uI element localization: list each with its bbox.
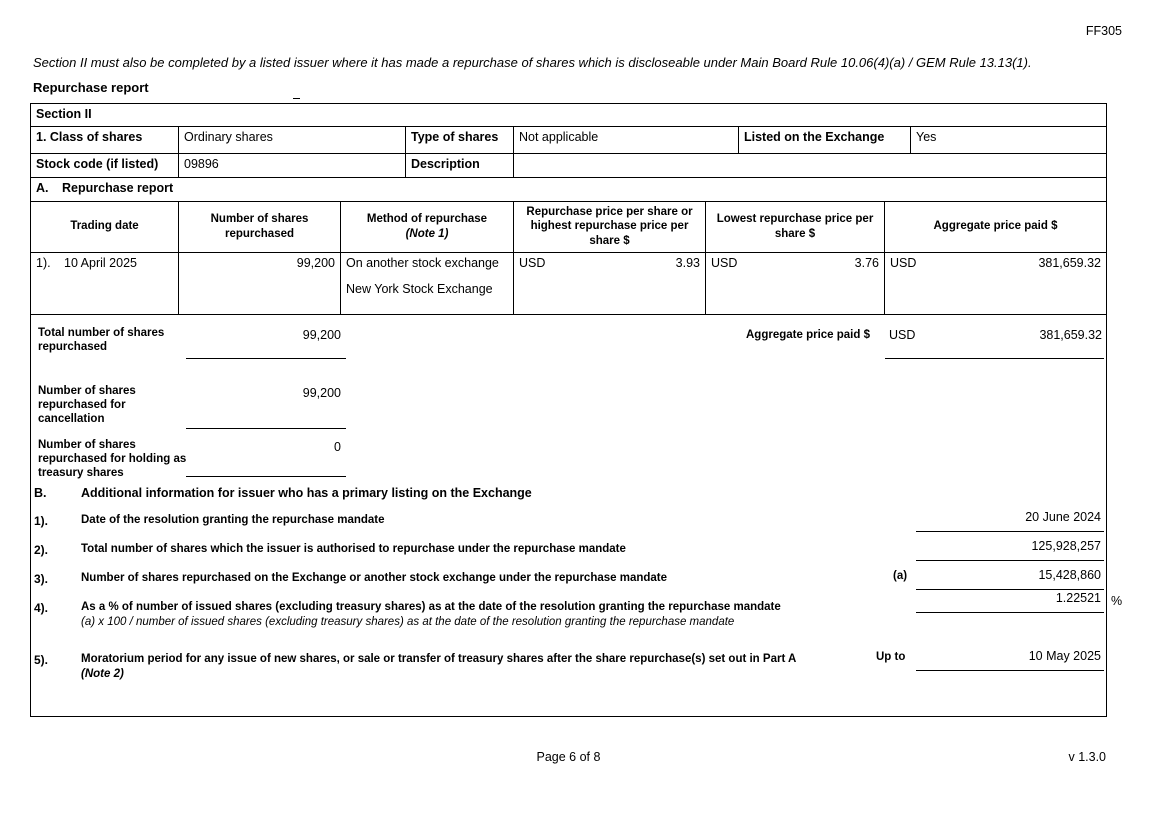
cancellation-label: Number of shares repurchased for cancellation <box>38 384 136 425</box>
description-label: Description <box>406 153 514 177</box>
treasury-value: 0 <box>186 438 346 477</box>
high-price-cell <box>514 252 706 314</box>
listed-on-exchange-value: Yes <box>911 126 1107 153</box>
item-5-text: Moratorium period for any issue of new shares, or sale or transfer of treasury shares after the share repurchase(s) set out in Part A <box>81 652 797 665</box>
class-of-shares-value: Ordinary shares <box>179 126 406 153</box>
type-of-shares-value: Not applicable <box>514 126 739 153</box>
item-5-note: (Note 2) <box>81 667 124 680</box>
class-of-shares-row <box>31 126 1107 153</box>
method-of-repurchase: On another stock exchange <box>346 255 499 270</box>
aggregate-total-amount: 381,659.32 <box>1039 327 1102 342</box>
intro-note: Section II must also be completed by a listed issuer where it has made a repurchase of shares which is discloseable under Main Board Rule 10.06(4)(a) / GEM Rule 13.13(1). <box>33 55 1032 70</box>
method-cell <box>341 252 514 314</box>
item-2-value: 125,928,257 <box>916 539 1104 561</box>
section-b-title: Additional information for issuer who has a primary listing on the Exchange <box>81 485 532 500</box>
section-b-letter: B. <box>34 485 47 500</box>
high-price-value: 3.93 <box>675 255 700 270</box>
item-4-number: 4). <box>34 600 49 615</box>
col-method-label: Method of repurchase <box>366 212 488 225</box>
totals-and-section-b <box>30 314 1123 717</box>
item-2-number: 2). <box>34 542 49 557</box>
col-num-shares: Number of shares repurchased <box>179 201 341 252</box>
section-a-letter: A. <box>36 180 49 195</box>
item-4-formula: (a) x 100 / number of issued shares (excluding treasury shares) as at the date of the resolution granting the repurchase mandate <box>81 615 735 628</box>
trading-date: 10 April 2025 <box>64 255 137 270</box>
description-value <box>514 153 1107 177</box>
total-shares-value: 99,200 <box>186 326 346 359</box>
form-code: FF305 <box>1085 24 1122 38</box>
col-price-high: Repurchase price per share or highest repurchase price per share $ <box>514 201 706 252</box>
item-4-percent-sign: % <box>1111 593 1123 608</box>
stock-code-row <box>31 153 1107 177</box>
item-3-value: 15,428,860 <box>916 568 1104 590</box>
listed-on-exchange-label: Listed on the Exchange <box>739 126 911 153</box>
total-shares-label: Total number of shares repurchased <box>38 326 165 353</box>
aggregate-value: 381,659.32 <box>1038 255 1101 270</box>
section-a-header <box>31 177 1107 201</box>
stock-code-value: 09896 <box>179 153 406 177</box>
col-method <box>341 201 514 252</box>
repurchase-header-row <box>31 201 1107 252</box>
col-trading-date: Trading date <box>31 201 179 252</box>
repurchase-table <box>30 201 1107 315</box>
low-price-value: 3.76 <box>854 255 879 270</box>
stray-mark <box>293 98 300 99</box>
item-4-value: 1.22521 <box>916 591 1104 613</box>
item-3-number: 3). <box>34 571 49 586</box>
type-of-shares-label: Type of shares <box>406 126 514 153</box>
aggregate-total-currency: USD <box>889 327 916 342</box>
page-number: Page 6 of 8 <box>536 750 601 764</box>
item-5-number: 5). <box>34 652 49 667</box>
item-4-text: As a % of number of issued shares (excluding treasury shares) as at the date of the resolution granting the repurchase mandate <box>81 600 781 613</box>
repurchase-data-row <box>31 252 1107 314</box>
aggregate-paid-total-group <box>885 326 1104 359</box>
section-ii-header: Section II <box>31 104 1107 127</box>
num-shares-repurchased: 99,200 <box>179 252 341 314</box>
section-ii-row <box>31 104 1107 127</box>
col-aggregate: Aggregate price paid $ <box>885 201 1107 252</box>
item-5-value: 10 May 2025 <box>916 649 1104 671</box>
low-price-currency: USD <box>711 255 738 270</box>
item-3-prefix: (a) <box>893 569 908 582</box>
report-form <box>30 103 1123 717</box>
item-5-prefix: Up to <box>876 650 906 663</box>
page-title: Repurchase report <box>33 80 149 95</box>
low-price-cell <box>706 252 885 314</box>
item-2-text: Total number of shares which the issuer is authorised to repurchase under the repurchase mandate <box>81 542 626 555</box>
treasury-label: Number of shares repurchased for holding as treasury shares <box>38 438 187 479</box>
info-table <box>30 103 1107 202</box>
aggregate-currency: USD <box>890 255 917 270</box>
item-3-text: Number of shares repurchased on the Exchange or another stock exchange under the repurchase mandate <box>81 571 668 584</box>
trading-date-cell <box>31 252 179 314</box>
aggregate-paid-total-label: Aggregate price paid $ <box>746 328 870 341</box>
stock-code-label: Stock code (if listed) <box>31 153 179 177</box>
section-a-title: Repurchase report <box>62 180 174 195</box>
cancellation-value: 99,200 <box>186 384 346 429</box>
item-1-value: 20 June 2024 <box>916 510 1104 532</box>
class-of-shares-label: 1. Class of shares <box>31 126 179 153</box>
col-price-low: Lowest repurchase price per share $ <box>706 201 885 252</box>
item-1-number: 1). <box>34 513 49 528</box>
high-price-currency: USD <box>519 255 546 270</box>
row-index: 1). <box>36 255 51 270</box>
section-a-row <box>31 177 1107 201</box>
item-1-text: Date of the resolution granting the repurchase mandate <box>81 513 385 526</box>
form-version: v 1.3.0 <box>1068 750 1106 764</box>
aggregate-paid-cell <box>885 252 1107 314</box>
method-exchange-name: New York Stock Exchange <box>346 282 493 297</box>
col-method-note: (Note 1) <box>405 227 449 240</box>
